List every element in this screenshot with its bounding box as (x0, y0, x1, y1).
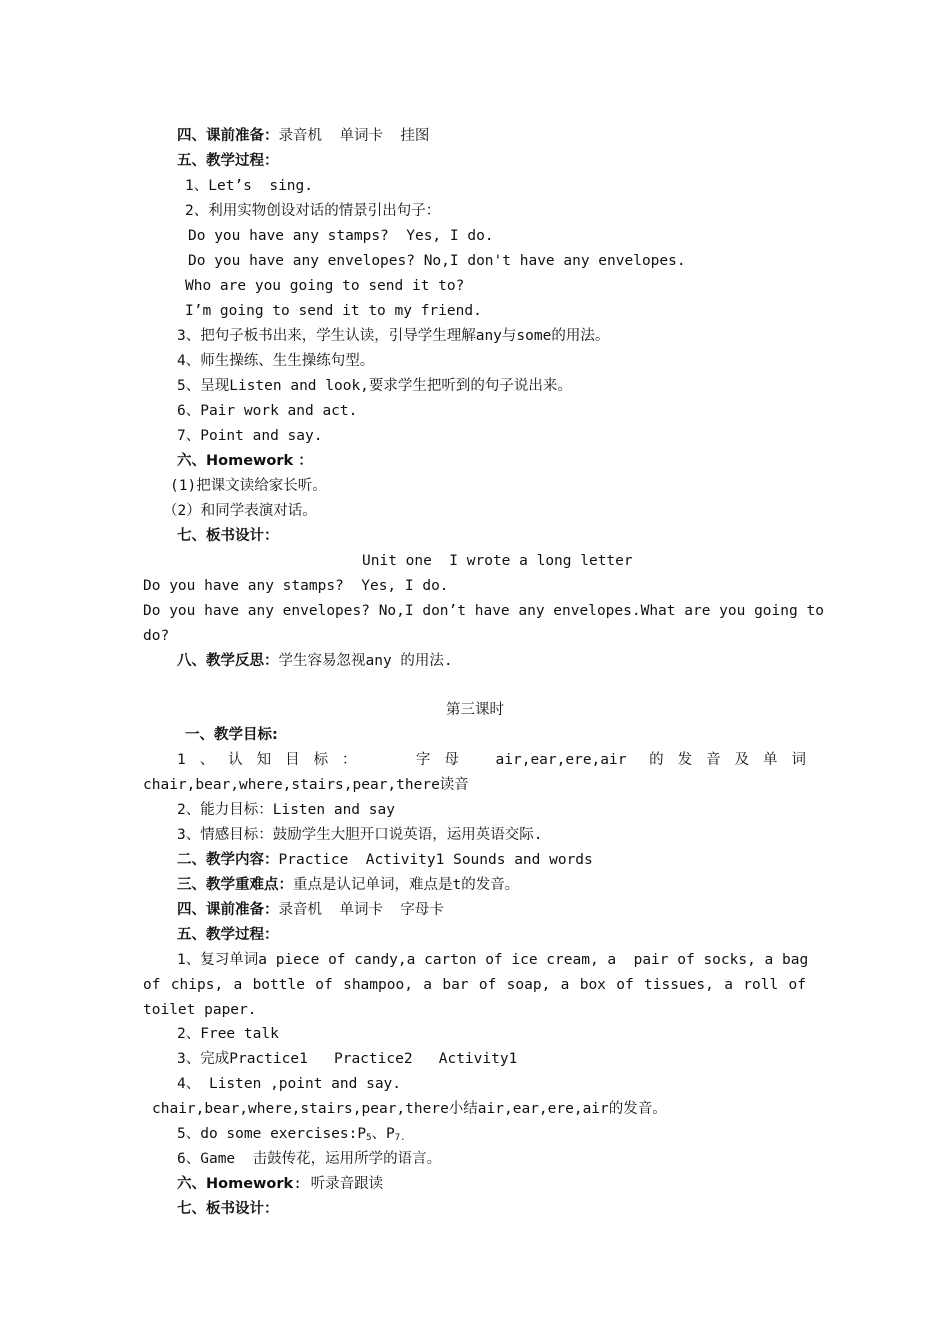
content-text: Practice Activity1 Sounds and words (278, 852, 593, 868)
content-heading: 二、教学内容： (177, 852, 279, 868)
goal-heading: 一、教学目标: (185, 727, 278, 743)
prep-heading: 四、课前准备： (177, 128, 279, 144)
prep-text: 录音机 单词卡 挂图 (278, 128, 430, 144)
step-2: 2、Free talk (177, 1026, 279, 1042)
homework-item: (1)把课文读给家长听。 (170, 478, 327, 494)
dialog-line: Do you have any envelopes? No,I don't have any envelopes. (188, 253, 686, 269)
step-1-cont: of chips, a bottle of shampoo, a bar of soap, a box of tissues, a roll of (143, 977, 806, 993)
step-1-cont: toilet paper. (143, 1002, 257, 1018)
homework-item: （2）和同学表演对话。 (163, 503, 317, 519)
step-3: 3、把句子板书出来，学生认读，引导学生理解any与some的用法。 (177, 328, 610, 344)
reflection-heading: 八、教学反思： (177, 653, 279, 669)
key-line (177, 875, 519, 895)
homework-heading: 六、Homework ： (177, 453, 313, 469)
prep-line (177, 900, 444, 920)
process-heading: 五、教学过程： (177, 153, 279, 169)
step-7: 7、Point and say. (177, 428, 323, 444)
step-6: 6、Pair work and act. (177, 403, 358, 419)
step-3: 3、完成Practice1 Practice2 Activity1 (177, 1051, 518, 1067)
board-title: Unit one I wrote a long letter (362, 553, 633, 569)
step-5: 5、呈现Listen and look,要求学生把听到的句子说出来。 (177, 378, 572, 394)
key-text: 重点是认记单词，难点是t的发音。 (293, 877, 520, 893)
dialog-line: Do you have any stamps? Yes, I do. (188, 228, 494, 244)
goal-line: chair,bear,where,stairs,pear,there读音 (143, 777, 469, 793)
reflection-text: 学生容易忽视any 的用法. (278, 653, 453, 669)
board-line: do? (143, 628, 170, 644)
homework-line (177, 1174, 383, 1194)
dialog-line: I’m going to send it to my friend. (185, 303, 482, 319)
homework-heading: 六、Homework (177, 1176, 294, 1192)
dialog-line: Who are you going to send it to? (185, 278, 465, 294)
step-2: 2、利用实物创设对话的情景引出句子： (185, 203, 441, 219)
board-heading: 七、板书设计： (177, 528, 279, 544)
goal-line: 3、情感目标：鼓励学生大胆开口说英语，运用英语交际. (177, 827, 543, 843)
step-4: 4、 Listen ,point and say. (177, 1076, 402, 1092)
board-heading: 七、板书设计： (177, 1201, 279, 1217)
step-1: 1、Let’s sing. (185, 178, 313, 194)
step-1: 1、复习单词a piece of candy,a carton of ice cream, a pair of socks, a bag (177, 952, 809, 968)
step-4: 4、师生操练、生生操练句型。 (177, 353, 375, 369)
goal-line: 1、认知目标： 字母 air,ear,ere,air 的发音及单词 (177, 752, 806, 768)
key-heading: 三、教学重难点： (177, 877, 293, 893)
lesson-title: 第三课时 (446, 702, 504, 718)
prep-line (177, 126, 429, 146)
board-line: Do you have any envelopes? No,I don’t have any envelopes.What are you going to (143, 603, 824, 619)
step-6: 6、Game 击鼓传花，运用所学的语言。 (177, 1151, 442, 1167)
reflection-line (177, 651, 453, 671)
board-line: Do you have any stamps? Yes, I do. (143, 578, 449, 594)
step-4-detail: chair,bear,where,stairs,pear,there小结air,ear,ere,air的发音。 (152, 1101, 667, 1117)
goal-line: 2、能力目标：Listen and say (177, 802, 395, 818)
process-heading: 五、教学过程： (177, 927, 279, 943)
content-line (177, 850, 593, 870)
prep-heading: 四、课前准备： (177, 902, 279, 918)
step-5: 5、do some $exercises:P_5$、$P_{7.}$ (177, 1126, 406, 1143)
homework-text: : 听录音跟读 (293, 1176, 384, 1192)
prep-text: 录音机 单词卡 字母卡 (278, 902, 444, 918)
